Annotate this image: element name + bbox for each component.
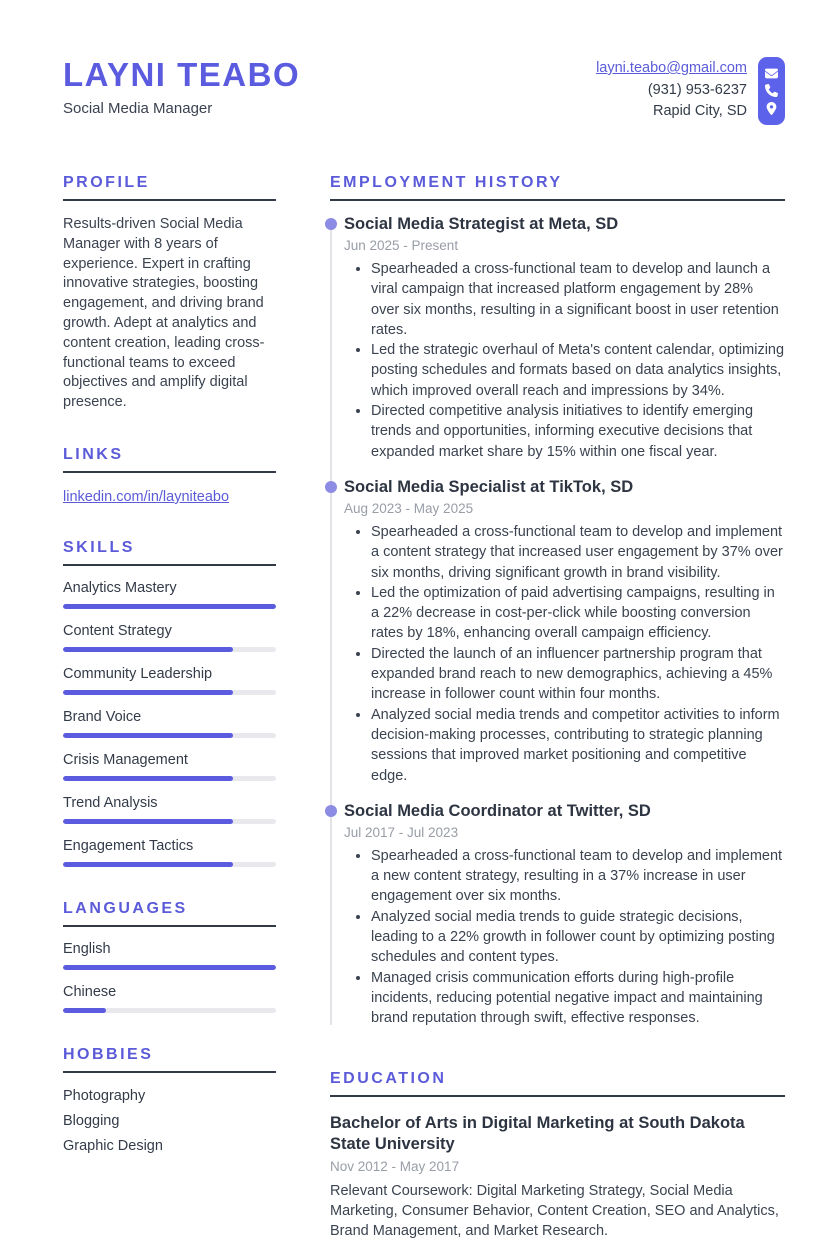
language-label: English [63, 940, 276, 958]
timeline-dot-icon [325, 218, 337, 230]
skill-label: Brand Voice [63, 708, 276, 726]
skill-bar-track [63, 819, 276, 824]
job-bullet: • Directed competitive analysis initiatives to identify emerging trends and opportunities, informing executive decisions that expanded market share by 15% within one fiscal year. [371, 401, 785, 462]
job-bullet: • Analyzed social media trends to guide strategic decisions, leading to a 22% growth in follower count by optimizing posting schedules and content types. [371, 907, 785, 968]
person-job-title: Social Media Manager [63, 100, 300, 117]
job-bullets [344, 522, 785, 786]
linkedin-link[interactable]: linkedin.com/in/layniteabo [63, 489, 229, 505]
contact-lines [596, 57, 747, 123]
job-bullets [344, 259, 785, 462]
skill-bar-track [63, 862, 276, 867]
hobby-list [63, 1084, 276, 1159]
location-text: Rapid City, SD [596, 101, 747, 123]
job-entry [344, 801, 785, 1029]
education-section [330, 1070, 785, 1241]
languages-section [63, 900, 276, 1013]
education-description: Relevant Coursework: Digital Marketing Strategy, Social Media Marketing, Consumer Behavior, Content Creation, SEO and Analytics, Brand Management, and Market Research. [330, 1181, 785, 1241]
hobby-item: Blogging [63, 1109, 276, 1134]
links-section [63, 446, 276, 506]
job-bullet: • Directed the launch of an influencer partnership program that expanded brand reach to new demographics, achieving a 45% increase in follower count within four months. [371, 644, 785, 705]
job-title: Social Media Strategist at Meta, SD [344, 214, 785, 235]
hobby-item: Graphic Design [63, 1134, 276, 1159]
language-bar-fill [63, 1008, 106, 1013]
content-columns [63, 174, 785, 1241]
job-bullet: • Spearheaded a cross-functional team to develop and launch a viral campaign that increased platform engagement by 28% over six months, resulting in a significant boost in user retention rates. [371, 259, 785, 340]
skill-item [63, 751, 276, 781]
skill-label: Trend Analysis [63, 794, 276, 812]
section-heading-languages: LANGUAGES [63, 900, 276, 927]
skill-label: Crisis Management [63, 751, 276, 769]
section-heading-employment: EMPLOYMENT HISTORY [330, 174, 785, 201]
skill-bar-fill [63, 776, 233, 781]
skill-bar-track [63, 604, 276, 609]
education-entry [330, 1113, 785, 1241]
language-bar-fill [63, 965, 276, 970]
language-item [63, 983, 276, 1013]
phone-number: (931) 953-6237 [596, 80, 747, 102]
education-dates: Nov 2012 - May 2017 [330, 1159, 785, 1174]
language-bar-track [63, 965, 276, 970]
skill-label: Content Strategy [63, 622, 276, 640]
skill-bar-fill [63, 819, 233, 824]
main-content [330, 174, 785, 1241]
skill-item [63, 622, 276, 652]
skill-item [63, 837, 276, 867]
section-heading-links: LINKS [63, 446, 276, 473]
timeline-dot-icon [325, 481, 337, 493]
section-heading-education: EDUCATION [330, 1070, 785, 1097]
skill-bar-track [63, 776, 276, 781]
contact-block [596, 57, 785, 125]
hobbies-section [63, 1046, 276, 1159]
job-bullet: • Led the strategic overhaul of Meta's content calendar, optimizing posting schedules and formats based on data analytics insights, which improved overall reach and impressions by 34%. [371, 340, 785, 401]
contact-icons-panel [758, 57, 785, 125]
skill-bar-fill [63, 862, 233, 867]
job-entry [344, 214, 785, 462]
skill-item [63, 794, 276, 824]
job-dates: Aug 2023 - May 2025 [344, 501, 785, 516]
degree-title: Bachelor of Arts in Digital Marketing at South Dakota State University [330, 1113, 785, 1156]
map-pin-icon [765, 102, 778, 115]
job-entry [344, 477, 785, 786]
job-bullet: • Managed crisis communication efforts during high-profile incidents, reducing potential negative impact and maintaining brand reputation through swift, effective responses. [371, 968, 785, 1029]
skill-bar-fill [63, 647, 233, 652]
job-dates: Jul 2017 - Jul 2023 [344, 825, 785, 840]
person-name: LAYNI TEABO [63, 57, 300, 93]
section-heading-profile: PROFILE [63, 174, 276, 201]
skill-item [63, 579, 276, 609]
header [63, 57, 785, 125]
job-title: Social Media Specialist at TikTok, SD [344, 477, 785, 498]
identity-block [63, 57, 300, 117]
sidebar [63, 174, 276, 1241]
timeline-dot-icon [325, 805, 337, 817]
language-label: Chinese [63, 983, 276, 1001]
skill-bar-fill [63, 604, 276, 609]
hobby-item: Photography [63, 1084, 276, 1109]
profile-text: Results-driven Social Media Manager with 8 years of experience. Expert in crafting innovative strategies, boosting engagement, and driving brand growth. Adept at analytics and content creation, leading cross-functional teams to exceed objectives and amplify digital presence. [63, 215, 276, 413]
phone-icon [765, 84, 778, 97]
employment-section [330, 174, 785, 1029]
job-title: Social Media Coordinator at Twitter, SD [344, 801, 785, 822]
skill-bar-fill [63, 690, 233, 695]
skill-label: Community Leadership [63, 665, 276, 683]
profile-section [63, 174, 276, 413]
skills-section [63, 539, 276, 867]
envelope-icon [765, 67, 778, 80]
employment-timeline [330, 214, 785, 1029]
skill-label: Engagement Tactics [63, 837, 276, 855]
skill-item [63, 708, 276, 738]
job-bullets [344, 846, 785, 1029]
section-heading-hobbies: HOBBIES [63, 1046, 276, 1073]
skill-bar-track [63, 733, 276, 738]
job-bullet: • Spearheaded a cross-functional team to develop and implement a new content strategy, resulting in a 37% increase in user engagement over six months. [371, 846, 785, 907]
job-bullet: • Spearheaded a cross-functional team to develop and implement a content strategy that increased user engagement by 37% over six months, driving significant growth in brand visibility. [371, 522, 785, 583]
section-heading-skills: SKILLS [63, 539, 276, 566]
email-link[interactable]: layni.teabo@gmail.com [596, 58, 747, 80]
job-dates: Jun 2025 - Present [344, 238, 785, 253]
skill-item [63, 665, 276, 695]
language-bar-track [63, 1008, 276, 1013]
skill-label: Analytics Mastery [63, 579, 276, 597]
skill-bar-track [63, 690, 276, 695]
job-bullet: • Led the optimization of paid advertising campaigns, resulting in a 22% decrease in cost-per-click while boosting conversion rates by 18%, enhancing overall campaign efficiency. [371, 583, 785, 644]
language-item [63, 940, 276, 970]
skill-bar-fill [63, 733, 233, 738]
skill-bar-track [63, 647, 276, 652]
job-bullet: • Analyzed social media trends and competitor activities to inform decision-making processes, contributing to strategic planning sessions that improved market positioning and competitive edge. [371, 705, 785, 786]
